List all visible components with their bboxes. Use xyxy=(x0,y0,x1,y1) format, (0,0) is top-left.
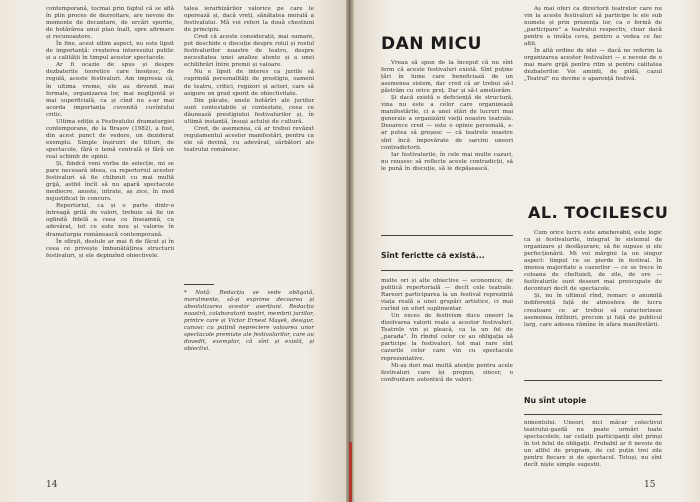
paragraph: Iar festivalurile, în cele mai multe cazuri, nu reușesc să reflecte aceste contradicții, să le pună în discuție, să le depășească. xyxy=(381,151,513,172)
paragraph: multe ori și alte obiective — economice, de politică repertorială — decît cele teatrale. Rareori participarea la un festival reprezintă viața reală a unei grupări artistice, ci mai curînd un efort suplimentar. xyxy=(381,278,513,313)
paragraph: Mi-aș dori mai multă atenție pentru acele festivaluri care își propun, sincer, o confruntare autentică de valori. xyxy=(381,362,513,383)
paragraph: Aș mai oferi ca directorii teatrelor care nu vin la aceste festivaluri să participe le ele sub numele și prin prezența lor, ca o formă de „participare" a teatrului respectiv, chiar dacă pentru a invăța ceva, pentru a vedea ce fac alții. xyxy=(524,6,662,48)
section-rule-bottom-2 xyxy=(524,414,662,415)
paragraph: Cred că aceste considerații, mai sumare, pot deschide o discuție despre rolul și rostul festivalurilor noastre de teatru, despre necesitatea unei analize atente și a unei echilibrări între premii și valoare. xyxy=(184,34,314,69)
left-column-2 xyxy=(184,6,314,286)
section-subhead-nu-sint-utopie: Nu sînt utopie xyxy=(524,396,587,405)
binding-thread-mark xyxy=(349,442,352,502)
right-column-1-top xyxy=(381,60,513,232)
paragraph: Vreau să spun de la început că nu sînt ferm că aceste festivaluri există. Sînt puține țări în lume care beneficiază de un asemenea sistem, dar cred că ar trebui să-l păstrăm cu orice preț. Dar și să-l ameliorăm. xyxy=(381,60,513,95)
page-number-left: 14 xyxy=(46,480,58,490)
page-number-right: 15 xyxy=(644,480,656,490)
paragraph: Nu e lipsit de interes ca juriile să cuprindă personalități de prestigiu, oameni de teatru, critici, regizori și actori, care să asigure un grad sporit de obiectivitate. xyxy=(184,69,314,97)
paragraph: Cum orice lucru este amebovabil, este logic ca și festivalurile, integrat în sistemul de organizare și desfășurare, să fie supuse și ele perfecționării. Mi voi mărgini la un singur aspect: timpul ce se pierde în festival. În imensa majoritate a cazurilor — ce se trece în coloana de cheltuieli, de zile, de ore — festivalurile sunt deseori mai preocupate de deconturi decît de spectacole. xyxy=(524,230,662,293)
paragraph: În sfîrșit, destule ar mai fi de făcut și în ceea ce privește îmbunătățirea structurii festivaluri, și ele depinzînd obiectivele. xyxy=(46,238,174,259)
section-rule-top-2 xyxy=(524,380,662,381)
right-column-1-bottom xyxy=(381,278,513,458)
right-page xyxy=(354,0,700,502)
paragraph: Cred, de asemenea, că ar trebui revăzut regulamentul acestor manifestări, pentru ca ele să devină, cu adevărat, sărbători ale teatrului românesc. xyxy=(184,125,314,153)
editorial-note: * Notă: Redacția se vede obligată, moralmente, să-și exprime decoarea și absolutizarea acestor aserțiuni. Redacția noastră, colaboratorii noștri, membrii juriilor, printre care și Victor Ernest Maşek, desigur, cunosc cu puțină nepreciere valoarea unor spectacole premiate ale festivalurilor, care au dovedit, exemplar, că sînt și există, și obiectivi. xyxy=(184,290,314,353)
section-subhead-sint-fericiti: Sînt ferictte că există... xyxy=(381,251,485,260)
left-page xyxy=(0,0,346,502)
paragraph: Și dacă există o deficiență de structură, vina nu este a celor care organizează manifestările, ci a unei stări de lucruri mai generale a organizării vieții noastre teatrale. Deoarece cred — este o opinie personală, s-ar putea să greșesc — că teatrele noastre sînt încă împovărate de sarcini uneori contradictorii. xyxy=(381,95,513,151)
binding-gutter xyxy=(346,0,354,502)
author-heading-al-tocilescu: AL. TOCILESCU xyxy=(528,203,669,222)
left-column-1 xyxy=(46,6,174,446)
paragraph: Ar fi ocazie de spus și despre dezbaterile teoretice care însoțesc, de regulă, aceste festivaluri. Am impresia că, în ultima vreme, ele au devenit mai formale, organizarea lor, mai neglijentă și mai superficială, ca și cînd nu s-ar mai acorda importanța cuvenită cuvîntului critic. xyxy=(46,62,174,118)
right-column-2-top xyxy=(524,6,662,138)
author-heading-dan-micu: DAN MICU xyxy=(381,34,482,54)
paragraph: Și, nu în ultimul rînd, remarc o anumită indiferență față de atmosfera de lucru creatoare ce ar trebui să caracterizeze asemenea întîlniri, precum și față de publicul larg, care adesea rămîne în afara manifestării. xyxy=(524,293,662,328)
paragraph: În altă ordine de idei — dacă ne referim la organizarea acestor festivaluri — e nevoie de o mai mare grijă pentru ritm și pentru calitatea dezbaterilor. Voi aminti, de pildă, cazul „Teatrul" nu devine o aparență festivă. xyxy=(524,48,662,83)
right-column-2-bottom xyxy=(524,420,662,469)
paragraph: Și, fiindcă veni vorba de selecție, mi se pare necesară ideea, ca repertoriul acestor festivaluri să fie chibzuit cu mai multă grijă, astfel încît să nu apară spectacole mediocre, anoste, intrate, aș zice, în mod nejustificat în concurs. xyxy=(46,161,174,203)
section-rule-top xyxy=(381,235,513,236)
paragraph: contemporană, tocmai prin faptul că se află în plin proces de dezvoltare, are nevoie de momente de decantare, de urcări sporite, de hotărârea unui plan înalt, spre afirmare și recunoaștere. xyxy=(46,6,174,41)
paragraph: Din păcate, unele hotărîri ale juriilor sunt contestabile și contestate, ceea ce dăunează prestigiului festivalurilor și, în ultimă instanță, însuși actului de cultură. xyxy=(184,97,314,125)
paragraph: talea ierarhizărilor valorice pe care le operează și, dacă vreți, sănătatea morală a festivalului. Mă voi referi la două chestiuni de principiu. xyxy=(184,6,314,34)
paragraph: Ultima ediție a Festivalului dramaturgiei contemporane, de la Brașov (1982), a fost, din acest punct de vedere, un deziderat exemplu. Simple înșiruiri de titluri, de spectacole, fără o temă centrală și fără un real schimb de opinii. xyxy=(46,118,174,160)
paragraph: În fine, acest ultim aspect, nu este lipsit de importanță: creșterea interesului public și a calității în timpul acestor spectacole. xyxy=(46,41,174,62)
paragraph: Un exces de festivism duce uneori la dizolvarea valorii reale a acestor festivaluri. Teatrele vin și pleacă, ca la un fel de „parada". În rîndul celor ce au obligația să participe la festivaluri, tot mai rare sînt cazurile celor care vin cu spectacole reprezentative. xyxy=(381,313,513,362)
paragraph: nimentului. Uneori, nici măcar colectivul teatrului-gazdă nu poate urmări toate spectacolele, iar ceilalți participanți sînt prinși în tot felul de obligații. Probabil ar fi nevoie de un altfel de program, de cel puțin trei zile pentru fiecare zi de spectacol. Totuși, nu sînt decît niște simple sugestii. xyxy=(524,420,662,469)
paragraph: Repertoriul, ca și o parte dintr-o întreagă grilă de valori, trebuie să fie un oglindă fidelă a ceea ce înseamnă, cu adevărat, tot ce este nou și valoros în dramaturgia românească contemporană. xyxy=(46,203,174,238)
footnote-rule xyxy=(184,284,214,285)
right-column-2-middle xyxy=(524,230,662,380)
section-rule-bottom xyxy=(381,270,513,271)
